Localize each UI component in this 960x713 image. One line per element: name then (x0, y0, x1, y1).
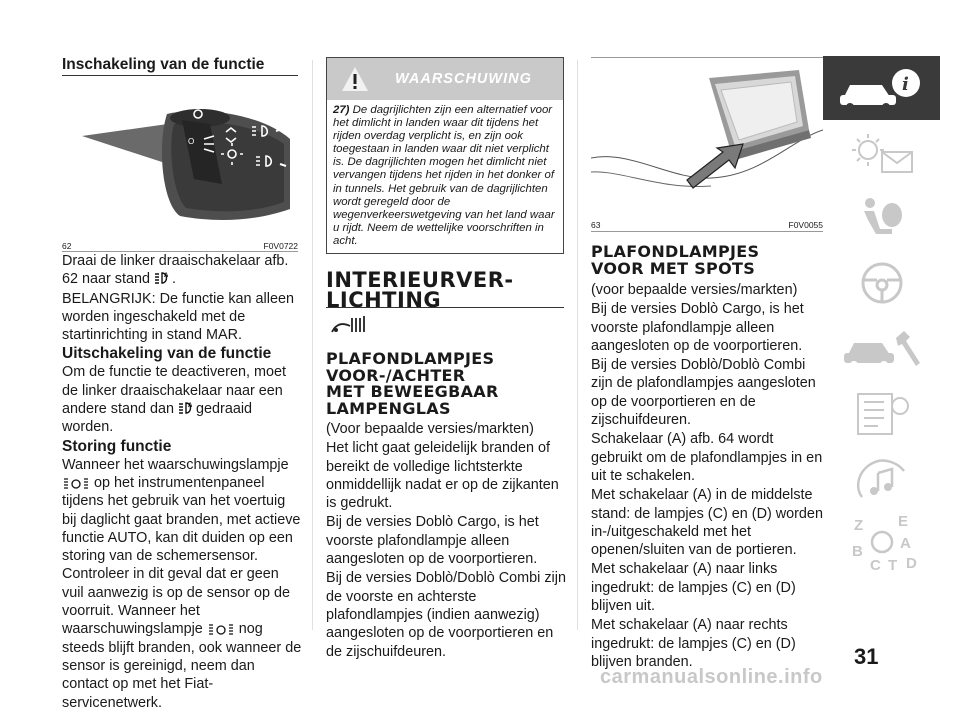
auto-light-icon-2 (178, 401, 196, 416)
col3-paragraph-5: Met schakelaar (A) in de middelste stand: de lampjes (C) en (D) worden in-/uitgeschakeld met het openen/sluiten van de portieren. (591, 487, 823, 559)
checklist-gear-icon (834, 388, 930, 438)
svg-text:i: i (901, 74, 909, 95)
column-separator-2 (577, 60, 578, 630)
col1-paragraph-4 (62, 456, 302, 712)
music-nav-icon (834, 453, 930, 503)
col1-paragraph-2: BELANGRIJK: De functie kan alleen worden ingeschakeld met de startinrichting in stand MAR. (62, 290, 294, 344)
tab-warning-lights[interactable] (823, 121, 940, 186)
svg-text:B: B (851, 543, 863, 560)
svg-text:T: T (887, 557, 897, 574)
p1-text-b: . (172, 271, 177, 288)
figure-63-caption (591, 220, 823, 230)
light-switch-stalk-illustration (62, 84, 298, 232)
col3-paragraph-1: (voor bepaalde versies/markten) (591, 282, 798, 298)
watermark: carmanualsonline.info (600, 666, 823, 688)
svg-text:C: C (869, 557, 881, 574)
sub-line-2: VOOR-/ACHTER (326, 365, 466, 385)
col2-paragraph-4: Bij de versies Doblò/Doblò Combi zijn de voorste en achterste plafondlampjes (indien aanwezig) aangesloten op de voorportieren en de zijschuifdeuren. (326, 570, 566, 660)
col2-body (326, 420, 566, 662)
col3-paragraph-4: Schakelaar (A) afb. 64 wordt gebruikt om de plafondlampjes in en uit te schakelen. (591, 431, 823, 484)
tab-music-nav[interactable] (823, 446, 940, 511)
auto-light-icon (154, 271, 172, 286)
svg-text:A: A (188, 403, 193, 410)
section-title-line-1: INTERIEURVER- (326, 268, 514, 292)
figure-63-top-rule (591, 57, 823, 58)
warning-title: WAARSCHUWING (395, 71, 532, 87)
svg-text:E: E (897, 513, 908, 530)
airbag-seat-icon (834, 193, 930, 243)
sub-line-1: PLAFONDLAMPJES (326, 349, 495, 368)
figure-62-number: 62 (62, 241, 72, 251)
warning-text: De dagrijlichten zijn een alternatief voor het dimlicht in landen waar dit tijdens het rijden overdag verplicht is, en zijn ook toegestaan in landen waar dit niet verplicht is. De dagrijlichten mogen het dimlicht niet vervangen tijdens het rijden in het donker of in tunnels. Het gebruik van de dagrijlichten wordt geregeld door de wegenverkeerswetgeving van het land waar u rijdt. Neem de wettelijke voorschriften in acht. (333, 104, 555, 247)
figure-63-rule (591, 231, 823, 232)
tab-alphabet-index[interactable] (823, 511, 940, 576)
sub-line-4: LAMPENGLAS (326, 398, 451, 418)
p4-text-b: op het instrumentenpaneel tijdens het gebruik van het voertuig bij daglicht gaat branden, met actieve functie AUTO, kan dit duiden op een storing van de schemersensor. Controleer in dit geval dat er geen vuil aanwezig is op de sensor op de voorruit. Wanneer het waarschuwingslampje (62, 474, 301, 638)
tab-car-info[interactable] (823, 56, 940, 121)
interior-light-symbol-icon (328, 314, 368, 336)
tab-car-tools[interactable] (823, 316, 940, 381)
svg-text:A: A (899, 535, 911, 552)
steering-wheel-icon (834, 258, 930, 308)
p1-text-a: Draai de linker draaischakelaar afb. 62 naar stand (62, 253, 289, 288)
col3-body (591, 281, 825, 672)
svg-text:Z: Z (853, 517, 863, 534)
section-title-rule (326, 307, 564, 308)
col1-paragraph-3 (62, 363, 302, 436)
col2-paragraph-2: Het licht gaat geleidelijk branden of bereikt de volledige lichtsterkte onmiddellijk nadat er op de zijkanten is gedrukt. (326, 440, 559, 512)
tab-checklist-gear[interactable] (823, 381, 940, 446)
heading-uitschakeling: Uitschakeling van de functie (62, 345, 272, 363)
sub-spots-line-1: PLAFONDLAMPJES (591, 242, 760, 261)
warning-lights-icon (834, 128, 930, 178)
subsection-plafond-voor-achter (326, 351, 564, 417)
sub-line-3: MET BEWEEGBAAR (326, 382, 499, 401)
figure-63-number: 63 (591, 220, 601, 230)
svg-text:D: D (905, 555, 917, 572)
column-separator-1 (312, 60, 313, 630)
col2-paragraph-1: (Voor bepaalde versies/markten) (326, 421, 534, 437)
col3-paragraph-6: Met schakelaar (A) naar links ingedrukt: de lampjes (C) en (D) blijven uit. (591, 561, 796, 615)
drl-warning-light-icon (62, 477, 90, 490)
ceiling-lamp-illustration (591, 60, 823, 210)
col2-paragraph-3: Bij de versies Doblò Cargo, is het voorste plafondlampje alleen aangesloten op de voorportieren. (326, 514, 539, 568)
heading-storing: Storing functie (62, 437, 172, 455)
figure-63-code: F0V0055 (788, 220, 823, 230)
sub-spots-line-2: VOOR MET SPOTS (591, 258, 756, 278)
tab-steering-wheel[interactable] (823, 251, 940, 316)
col3-paragraph-7: Met schakelaar (A) naar rechts ingedrukt: de lampjes (C) en (D) blijven branden. (591, 617, 796, 670)
col3-paragraph-2: Bij de versies Doblò Cargo, is het voorste plafondlampje alleen aangesloten op de voorportieren. (591, 301, 804, 354)
subsection-plafond-spots (591, 244, 823, 277)
svg-text:A: A (164, 273, 169, 280)
tab-airbag-seat[interactable] (823, 186, 940, 251)
heading-inschakeling: Inschakeling van de functie (62, 56, 265, 73)
car-tools-icon (834, 323, 930, 373)
warning-box (326, 57, 564, 254)
p4-text-c: nog steeds blijft branden, ook wanneer de sensor is gereinigd, neem dan contact op met het Fiat-servicenetwerk. (62, 621, 302, 711)
col3-paragraph-3: Bij de versies Doblò/Doblò Combi zijn de plafondlampjes aangesloten op de voorportieren en de zijschuifdeuren. (591, 357, 816, 429)
figure-62-code: F0V0722 (263, 241, 298, 251)
warning-number: 27) (333, 104, 350, 116)
car-info-icon (834, 63, 930, 113)
svg-text:O: O (188, 137, 195, 146)
p3-text-b: gedraaid worden. (62, 401, 253, 436)
heading-rule (62, 75, 298, 76)
p3-text-a: Om de functie te deactiveren, moet de linker draaischakelaar naar een andere stand dan (62, 364, 286, 418)
drl-warning-light-icon-2 (207, 623, 235, 636)
warning-header (327, 58, 563, 100)
col1-paragraph-1 (62, 252, 302, 289)
figure-62-caption (62, 241, 298, 251)
page-number: 31 (854, 644, 879, 669)
warning-body (327, 100, 563, 253)
warning-triangle-icon (341, 66, 369, 92)
p4-text-a: Wanneer het waarschuwingslampje (62, 456, 289, 473)
section-title-line-2: LICHTING (326, 288, 442, 312)
col1-body (62, 252, 302, 713)
alphabet-index-icon (834, 508, 930, 578)
section-title (326, 270, 564, 310)
